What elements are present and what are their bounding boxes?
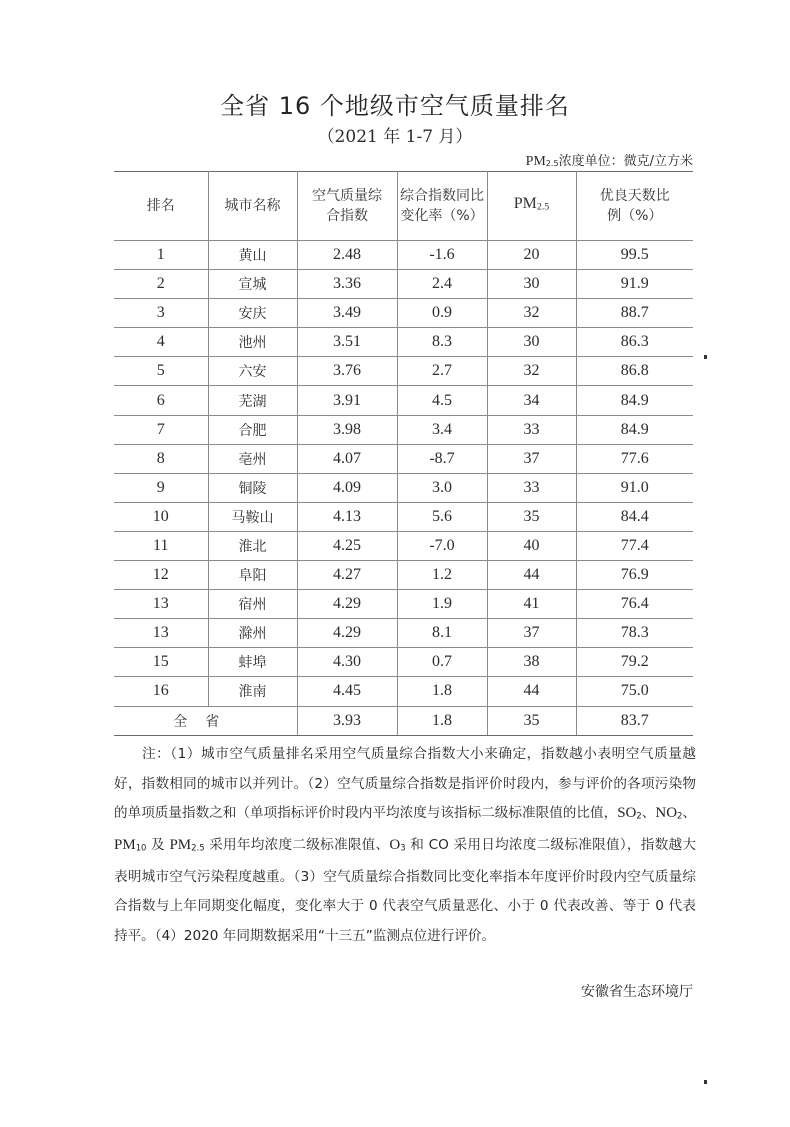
cell-pm25: 35 [487,502,576,531]
table-total-row [114,706,693,735]
cell-city: 淮南 [208,677,297,706]
header-pm-sub: 2.5 [536,201,550,213]
cell-good-days: 84.4 [576,502,693,531]
cell-total-good-days: 83.7 [576,706,693,735]
cell-city: 铜陵 [208,473,297,502]
cell-change: 8.1 [397,619,487,648]
issuer-signature: 安徽省生态环境厅 [581,984,693,1000]
cell-pm25: 34 [487,386,576,415]
cell-index: 4.29 [297,590,397,619]
header-index-line2: 合指数 [326,208,368,224]
cell-index: 2.48 [297,241,397,270]
cell-index: 4.30 [297,648,397,677]
cell-change: 3.4 [397,415,487,444]
cell-good-days: 91.0 [576,473,693,502]
cell-city: 蚌埠 [208,648,297,677]
note-pm10: PM [114,836,136,853]
cell-rank: 8 [114,444,208,473]
cell-city: 六安 [208,357,297,386]
cell-index: 4.13 [297,502,397,531]
cell-good-days: 78.3 [576,619,693,648]
cell-city: 池州 [208,328,297,357]
table-row [114,502,693,531]
cell-index: 4.25 [297,531,397,560]
cell-change: 8.3 [397,328,487,357]
note-sep-1: 、 [641,805,656,821]
cell-pm25: 33 [487,415,576,444]
cell-change: 3.0 [397,473,487,502]
cell-rank: 1 [114,241,208,270]
cell-rank: 3 [114,299,208,328]
cell-change: -7.0 [397,531,487,560]
cell-change: 5.6 [397,502,487,531]
cell-pm25: 30 [487,270,576,299]
cell-good-days: 99.5 [576,241,693,270]
cell-good-days: 77.4 [576,531,693,560]
cell-pm25: 20 [487,241,576,270]
cell-good-days: 79.2 [576,648,693,677]
cell-index: 4.09 [297,473,397,502]
cell-index: 4.45 [297,677,397,706]
cell-change: 4.5 [397,386,487,415]
cell-rank: 7 [114,415,208,444]
cell-good-days: 91.9 [576,270,693,299]
table-row [114,270,693,299]
scan-speck [704,355,707,359]
cell-rank: 2 [114,270,208,299]
cell-good-days: 84.9 [576,415,693,444]
cell-city: 合肥 [208,415,297,444]
table-row [114,531,693,560]
cell-pm25: 38 [487,648,576,677]
cell-pm25: 30 [487,328,576,357]
table-body [114,241,693,736]
ranking-table [114,171,693,736]
note-sep-2: 、 [682,805,697,821]
table-row [114,386,693,415]
cell-rank: 10 [114,502,208,531]
cell-pm25: 32 [487,357,576,386]
cell-change: -1.6 [397,241,487,270]
cell-pm25: 32 [487,299,576,328]
table-row [114,677,693,706]
cell-index: 4.07 [297,444,397,473]
note-text-3: 和 CO 采用日均浓度二级标准限值），指数越大表明城市空气污染程度越重。（3）空气质量综合指数同比变化率指本年度评价时段内空气质量综合指数与上年同期变化幅度，变化率大于 0 代表空气质量恶化、小于 0 代表改善、等于 0 代表持平。（4）2020 年同期数据采用“十三五”监测点位进行评价。 [114,836,696,944]
cell-good-days: 88.7 [576,299,693,328]
header-change [397,172,487,241]
cell-index: 3.36 [297,270,397,299]
cell-index: 3.49 [297,299,397,328]
cell-pm25: 41 [487,590,576,619]
cell-pm25: 33 [487,473,576,502]
cell-good-days: 75.0 [576,677,693,706]
cell-good-days: 86.8 [576,357,693,386]
note-o3-sub: 3 [400,842,406,852]
table-row [114,590,693,619]
header-pm-label: PM [513,195,537,213]
cell-pm25: 44 [487,561,576,590]
cell-pm25: 40 [487,531,576,560]
table-row [114,444,693,473]
table-row [114,357,693,386]
note-and: 及 [146,836,170,853]
cell-change: 1.2 [397,561,487,590]
cell-change: 0.9 [397,299,487,328]
note-pm25: PM [169,836,192,853]
cell-city: 安庆 [208,299,297,328]
cell-index: 4.29 [297,619,397,648]
table-row [114,415,693,444]
cell-total-change: 1.8 [397,706,487,735]
note-text-1: 注：（1）城市空气质量排名采用空气质量综合指数大小来确定，指数越小表明空气质量越好，指数相同的城市以并列计。（2）空气质量综合指数是指评价时段内，参与评价的各项污染物的单项质量指数之和（单项指标评价时段内平均浓度与该指标二级标准限值的比值， [114,746,696,821]
header-good-days [576,172,693,241]
cell-good-days: 86.3 [576,328,693,357]
unit-text: 浓度单位：微克/立方米 [558,154,693,169]
cell-change: 2.4 [397,270,487,299]
unit-note [526,150,693,170]
cell-total-pm25: 35 [487,706,576,735]
cell-rank: 15 [114,648,208,677]
cell-rank: 4 [114,328,208,357]
cell-rank: 13 [114,590,208,619]
table-row [114,561,693,590]
cell-city: 宿州 [208,590,297,619]
period-subtitle: （2021 年 1-7 月） [317,127,473,147]
unit-pm-sub: 2.5 [545,159,559,169]
cell-city: 亳州 [208,444,297,473]
table-header-row [114,172,693,241]
cell-city: 芜湖 [208,386,297,415]
cell-city: 宣城 [208,270,297,299]
cell-total-label: 全省 [114,706,297,735]
cell-change: 2.7 [397,357,487,386]
scan-speck [704,1080,707,1084]
cell-index: 3.51 [297,328,397,357]
cell-index: 4.27 [297,561,397,590]
cell-index: 3.98 [297,415,397,444]
header-index [297,172,397,241]
cell-good-days: 76.9 [576,561,693,590]
header-good-line1: 优良天数比 [599,188,670,204]
cell-total-index: 3.93 [297,706,397,735]
cell-good-days: 84.9 [576,386,693,415]
note-so2-sub: 2 [636,810,642,821]
note-pm25-sub: 2.5 [191,842,205,852]
table-row [114,473,693,502]
table-row [114,619,693,648]
cell-index: 3.91 [297,386,397,415]
cell-city: 黄山 [208,241,297,270]
cell-city: 滁州 [208,619,297,648]
header-change-line2: 变化率（%） [400,208,484,224]
cell-good-days: 76.4 [576,590,693,619]
table-row [114,299,693,328]
cell-pm25: 37 [487,619,576,648]
cell-rank: 11 [114,531,208,560]
note-no2: NO [655,805,678,821]
unit-pm-label: PM [525,154,546,169]
header-good-line2: 例（%） [607,208,663,224]
table-row [114,241,693,270]
cell-rank: 13 [114,619,208,648]
note-o3: O [389,836,401,853]
cell-change: 1.9 [397,590,487,619]
header-index-line1: 空气质量综 [312,188,382,204]
header-city: 城市名称 [208,172,297,241]
cell-change: 0.7 [397,648,487,677]
cell-change: -8.7 [397,444,487,473]
note-no2-sub: 2 [677,810,683,821]
cell-city: 马鞍山 [208,502,297,531]
cell-pm25: 44 [487,677,576,706]
cell-city: 阜阳 [208,561,297,590]
cell-pm25: 37 [487,444,576,473]
header-pm25 [487,172,576,241]
cell-rank: 16 [114,677,208,706]
cell-index: 3.76 [297,357,397,386]
header-rank: 排名 [114,172,208,241]
footnotes [114,740,696,951]
cell-rank: 12 [114,561,208,590]
cell-good-days: 77.6 [576,444,693,473]
cell-rank: 9 [114,473,208,502]
cell-rank: 5 [114,357,208,386]
cell-change: 1.8 [397,677,487,706]
note-so2: SO [617,805,637,821]
note-pm10-sub: 10 [135,842,147,852]
page-title: 全省 16 个地级市空气质量排名 [220,92,570,120]
cell-city: 淮北 [208,531,297,560]
table-row [114,648,693,677]
table-row [114,328,693,357]
cell-rank: 6 [114,386,208,415]
header-change-line1: 综合指数同比 [400,188,484,204]
note-text-2: 采用年均浓度二级标准限值、 [204,836,390,853]
